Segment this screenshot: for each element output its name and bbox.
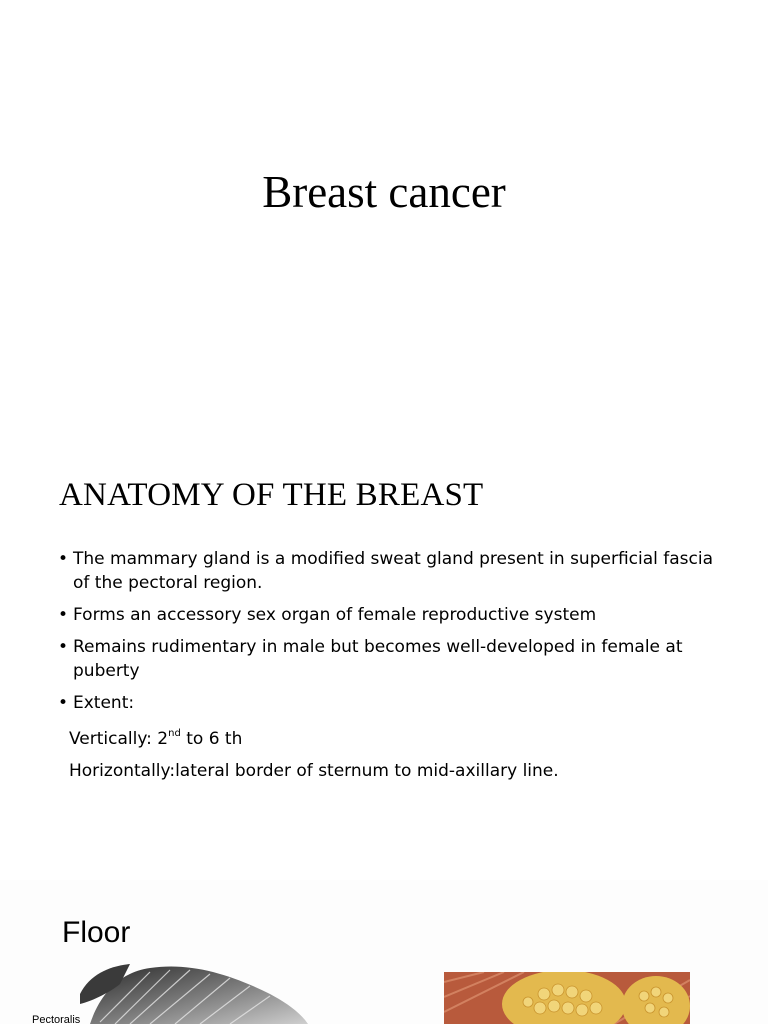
- floor-slide: [0, 880, 768, 1024]
- bullet-item: [58, 603, 718, 627]
- anatomy-slide: [0, 440, 768, 880]
- pectoralis-muscle-illustration: [80, 964, 310, 1024]
- breast-anatomy-illustration: [444, 972, 690, 1024]
- extent-vertical-sup: nd: [168, 728, 181, 739]
- bullet-item: [58, 691, 718, 715]
- bullet-icon: •: [58, 637, 69, 657]
- bullet-text: Remains rudimentary in male but becomes well-developed in female at puberty: [73, 637, 683, 681]
- bullet-list: [58, 547, 718, 723]
- bullet-item: [58, 635, 718, 683]
- bullet-item: [58, 547, 718, 595]
- floor-heading: Floor: [62, 916, 131, 949]
- extent-horizontal: Horizontally:lateral border of sternum to mid-axillary line.: [69, 761, 559, 781]
- title-slide: [0, 0, 768, 440]
- slide-heading: ANATOMY OF THE BREAST: [59, 477, 484, 513]
- extent-vertical-prefix: Vertically: 2: [69, 729, 169, 749]
- bullet-icon: •: [58, 549, 69, 569]
- pectoralis-label: Pectoralis: [32, 1014, 81, 1024]
- extent-vertical: [69, 728, 242, 749]
- extent-vertical-suffix: to 6 th: [180, 729, 243, 749]
- bullet-icon: •: [58, 693, 69, 713]
- bullet-text: The mammary gland is a modified sweat gland present in superficial fascia of the pectoral region.: [73, 549, 714, 593]
- bullet-icon: •: [58, 605, 69, 625]
- bullet-text: Forms an accessory sex organ of female reproductive system: [73, 605, 597, 625]
- bullet-text: Extent:: [73, 693, 135, 713]
- slide-title: Breast cancer: [262, 167, 506, 217]
